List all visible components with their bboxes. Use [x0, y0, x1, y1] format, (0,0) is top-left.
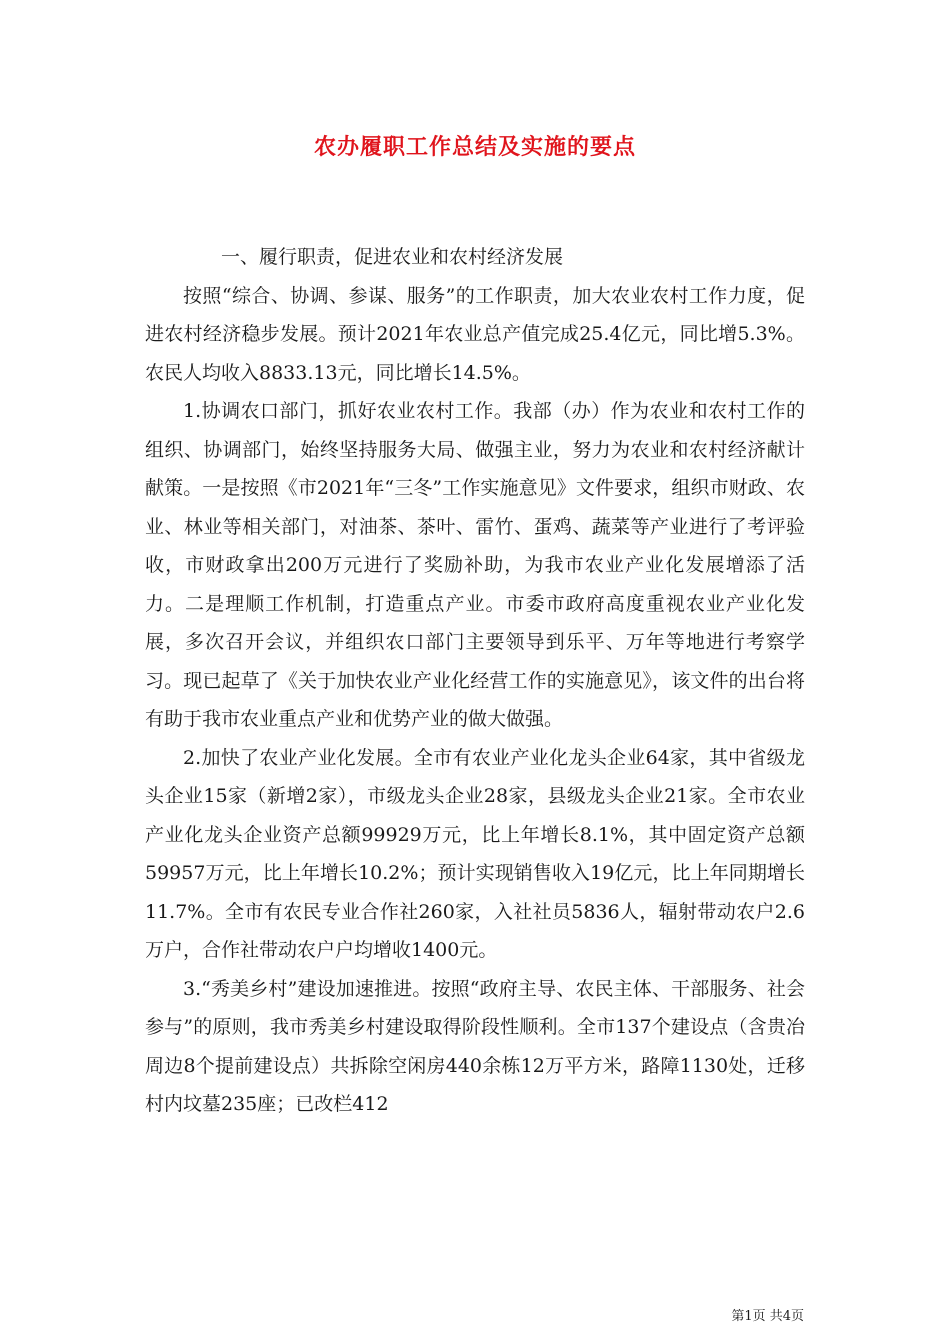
page-title: 农办履职工作总结及实施的要点	[313, 134, 636, 160]
document-body	[145, 238, 805, 1124]
paragraph-beautiful-village: 3.“秀美乡村”建设加速推进。按照“政府主导、农民主体、干部服务、社会参与”的原则，我市秀美乡村建设取得阶段性顺利。全市137个建设点（含贵冶周边8个提前建设点）共拆除空闲房440余栋12万平方米，路障1130处，迁移村内坟墓235座；已改栏412	[145, 977, 805, 1115]
paragraph-coordination: 1.协调农口部门，抓好农业农村工作。我部（办）作为农业和农村工作的组织、协调部门，始终坚持服务大局、做强主业，努力为农业和农村经济献计献策。一是按照《市2021年“三冬”工作实施意见》文件要求，组织市财政、农业、林业等相关部门，对油茶、茶叶、雷竹、蛋鸡、蔬菜等产业进行了考评验收，市财政拿出200万元进行了奖励补助，为我市农业产业化发展增添了活力。二是理顺工作机制，打造重点产业。市委市政府高度重视农业产业化发展，多次召开会议，并组织农口部门主要领导到乐平、万年等地进行考察学习。现已起草了《关于加快农业产业化经营工作的实施意见》，该文件的出台将有助于我市农业重点产业和优势产业的做大做强。	[145, 400, 805, 730]
page-number: 第1页 共4页	[731, 1309, 804, 1324]
paragraph-industrialization: 2.加快了农业产业化发展。全市有农业产业化龙头企业64家，其中省级龙头企业15家（新增2家），市级龙头企业28家，县级龙头企业21家。全市农业产业化龙头企业资产总额99929万元，比上年增长8.1%，其中固定资产总额59957万元，比上年增长10.2%；预计实现销售收入19亿元，比上年同期增长11.7%。全市有农民专业合作社260家，入社社员5836人，辐射带动农户2.6万户，合作社带动农户户均增收1400元。	[145, 746, 805, 961]
section-heading: 一、履行职责，促进农业和农村经济发展	[221, 246, 564, 268]
paragraph-intro: 按照“综合、协调、参谋、服务”的工作职责，加大农业农村工作力度，促进农村经济稳步发展。预计2021年农业总产值完成25.4亿元，同比增5.3%。农民人均收入8833.13元，同比增长14.5%。	[145, 284, 805, 384]
